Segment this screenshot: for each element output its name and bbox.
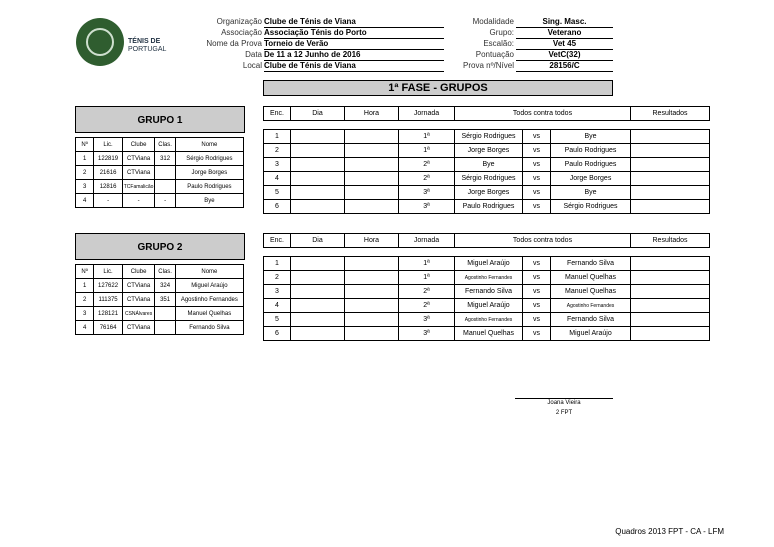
match-enc: 6 xyxy=(264,327,291,341)
match-round: 2ª xyxy=(399,299,455,313)
player-cell: Miguel Araújo xyxy=(175,279,243,293)
player-cell: 2 xyxy=(76,293,94,307)
column-header: Todos contra todos xyxy=(455,234,631,248)
match-vs: vs xyxy=(523,130,551,144)
match-player-1: Bye xyxy=(455,158,523,172)
match-enc: 5 xyxy=(264,186,291,200)
player-row xyxy=(76,152,244,166)
match-enc: 4 xyxy=(264,299,291,313)
match-vs: vs xyxy=(523,271,551,285)
group-title: GRUPO 1 xyxy=(75,106,245,133)
header-label: Associação xyxy=(221,28,262,37)
match-player-2: Bye xyxy=(551,130,631,144)
match-enc: 2 xyxy=(264,144,291,158)
match-vs: vs xyxy=(523,200,551,214)
match-round: 1ª xyxy=(399,257,455,271)
match-time xyxy=(345,130,399,144)
match-vs: vs xyxy=(523,327,551,341)
player-cell: Bye xyxy=(175,194,243,208)
player-cell: CTViana xyxy=(122,279,155,293)
player-row xyxy=(76,321,244,335)
player-cell: - xyxy=(155,194,175,208)
player-cell: 312 xyxy=(155,152,175,166)
match-player-2: Bye xyxy=(551,186,631,200)
match-day xyxy=(291,130,345,144)
match-enc: 4 xyxy=(264,172,291,186)
player-cell: Fernando Silva xyxy=(175,321,243,335)
match-result xyxy=(631,327,710,341)
match-day xyxy=(291,271,345,285)
column-header: Nº xyxy=(76,138,94,152)
match-time xyxy=(345,144,399,158)
match-row xyxy=(264,327,710,341)
match-player-1: Agostinho Fernandes xyxy=(455,313,523,327)
match-player-2: Sérgio Rodrigues xyxy=(551,200,631,214)
match-player-1: Sérgio Rodrigues xyxy=(455,172,523,186)
header-label: Data xyxy=(245,50,262,59)
player-cell: Manuel Quelhas xyxy=(175,307,243,321)
match-enc: 3 xyxy=(264,285,291,299)
match-day xyxy=(291,200,345,214)
column-header: Todos contra todos xyxy=(455,107,631,121)
column-header: Clas. xyxy=(155,265,175,279)
match-time xyxy=(345,200,399,214)
match-row xyxy=(264,257,710,271)
logo-text-line2: PORTUGAL xyxy=(128,46,167,53)
header-value: Clube de Ténis de Viana xyxy=(264,16,444,28)
header-value: Clube de Ténis de Viana xyxy=(264,60,444,72)
match-vs: vs xyxy=(523,158,551,172)
match-player-1: Agostinho Fernandes xyxy=(455,271,523,285)
match-row xyxy=(264,172,710,186)
column-header: Clas. xyxy=(155,138,175,152)
player-row xyxy=(76,194,244,208)
column-header: Nome xyxy=(175,265,243,279)
match-player-1: Manuel Quelhas xyxy=(455,327,523,341)
match-round: 3ª xyxy=(399,313,455,327)
match-day xyxy=(291,158,345,172)
player-cell: 111375 xyxy=(94,293,123,307)
player-cell: 128121 xyxy=(94,307,123,321)
match-player-2: Manuel Quelhas xyxy=(551,271,631,285)
column-header: Lic. xyxy=(94,138,123,152)
match-player-1: Jorge Borges xyxy=(455,144,523,158)
column-header: Dia xyxy=(291,234,345,248)
header-value: Sing. Masc. xyxy=(516,16,613,28)
player-cell: CTViana xyxy=(122,166,155,180)
match-day xyxy=(291,327,345,341)
signature-line xyxy=(515,398,613,399)
player-cell: Sérgio Rodrigues xyxy=(175,152,243,166)
header-label: Grupo: xyxy=(489,28,514,37)
match-round: 3ª xyxy=(399,327,455,341)
player-cell: CTViana xyxy=(122,293,155,307)
match-player-2: Manuel Quelhas xyxy=(551,285,631,299)
match-vs: vs xyxy=(523,257,551,271)
player-cell: 324 xyxy=(155,279,175,293)
match-round: 1ª xyxy=(399,271,455,285)
header-label: Organização xyxy=(216,17,262,26)
match-row xyxy=(264,130,710,144)
match-round: 2ª xyxy=(399,285,455,299)
player-cell: 4 xyxy=(76,321,94,335)
player-cell: 4 xyxy=(76,194,94,208)
header-label: Nome da Prova xyxy=(206,39,262,48)
signature-name: Joana Vieira xyxy=(547,400,581,406)
tennis-ball-icon xyxy=(76,18,124,66)
match-player-1: Paulo Rodrigues xyxy=(455,200,523,214)
signature-role: 2 FPT xyxy=(555,410,573,416)
match-result xyxy=(631,271,710,285)
match-enc: 3 xyxy=(264,158,291,172)
column-header: Resultados xyxy=(631,234,710,248)
match-result xyxy=(631,313,710,327)
player-row xyxy=(76,307,244,321)
match-time xyxy=(345,313,399,327)
match-player-1: Jorge Borges xyxy=(455,186,523,200)
matches-header-row xyxy=(264,234,710,248)
column-header: Enc. xyxy=(264,107,291,121)
players-header-row xyxy=(76,138,244,152)
player-cell: 76164 xyxy=(94,321,123,335)
match-day xyxy=(291,186,345,200)
player-cell: 122819 xyxy=(94,152,123,166)
player-cell: 3 xyxy=(76,180,94,194)
match-player-2: Miguel Araújo xyxy=(551,327,631,341)
match-result xyxy=(631,200,710,214)
player-cell: Paulo Rodrigues xyxy=(175,180,243,194)
player-cell xyxy=(155,321,175,335)
match-result xyxy=(631,172,710,186)
match-vs: vs xyxy=(523,144,551,158)
player-cell: 351 xyxy=(155,293,175,307)
player-cell: 3 xyxy=(76,307,94,321)
match-player-2: Fernando Silva xyxy=(551,313,631,327)
match-round: 3ª xyxy=(399,200,455,214)
players-table xyxy=(75,133,244,208)
match-time xyxy=(345,158,399,172)
match-player-2: Agostinho Fernandes xyxy=(551,299,631,313)
match-row xyxy=(264,158,710,172)
match-row xyxy=(264,271,710,285)
match-result xyxy=(631,257,710,271)
match-result xyxy=(631,158,710,172)
player-row xyxy=(76,293,244,307)
column-header: Hora xyxy=(345,234,399,248)
matches-table xyxy=(263,106,710,214)
match-result xyxy=(631,186,710,200)
player-cell: CSNÁlvares xyxy=(122,307,155,321)
match-time xyxy=(345,327,399,341)
match-player-2: Fernando Silva xyxy=(551,257,631,271)
match-result xyxy=(631,144,710,158)
header-label: Modalidade xyxy=(472,17,514,26)
match-day xyxy=(291,172,345,186)
matches-table xyxy=(263,233,710,341)
match-result xyxy=(631,299,710,313)
match-vs: vs xyxy=(523,186,551,200)
header-label: Local xyxy=(242,61,262,70)
match-enc: 2 xyxy=(264,271,291,285)
column-header: Jornada xyxy=(399,234,455,248)
header-value: Torneio de Verão xyxy=(264,38,444,50)
match-player-1: Miguel Araújo xyxy=(455,257,523,271)
column-header: Dia xyxy=(291,107,345,121)
match-vs: vs xyxy=(523,172,551,186)
group-title: GRUPO 2 xyxy=(75,233,245,260)
player-cell: 127622 xyxy=(94,279,123,293)
match-time xyxy=(345,271,399,285)
match-player-2: Paulo Rodrigues xyxy=(551,144,631,158)
match-row xyxy=(264,186,710,200)
player-cell: - xyxy=(94,194,123,208)
logo-text-line1: TÉNIS DE xyxy=(128,38,161,45)
match-vs: vs xyxy=(523,299,551,313)
header-value: Vet 45 xyxy=(516,38,613,50)
header-value: Veterano xyxy=(516,27,613,39)
player-cell: - xyxy=(122,194,155,208)
match-time xyxy=(345,257,399,271)
match-player-1: Sérgio Rodrigues xyxy=(455,130,523,144)
column-header: Resultados xyxy=(631,107,710,121)
player-cell: 1 xyxy=(76,152,94,166)
player-cell: Jorge Borges xyxy=(175,166,243,180)
player-cell: Agostinho Fernandes xyxy=(175,293,243,307)
match-enc: 1 xyxy=(264,257,291,271)
phase-banner: 1ª FASE - GRUPOS xyxy=(263,80,613,96)
column-header: Clube xyxy=(122,138,155,152)
match-enc: 1 xyxy=(264,130,291,144)
match-result xyxy=(631,285,710,299)
match-day xyxy=(291,313,345,327)
match-player-1: Fernando Silva xyxy=(455,285,523,299)
player-cell: 12816 xyxy=(94,180,123,194)
match-round: 2ª xyxy=(399,158,455,172)
column-header: Clube xyxy=(122,265,155,279)
column-header: Nome xyxy=(175,138,243,152)
match-round: 2ª xyxy=(399,172,455,186)
player-cell xyxy=(155,180,175,194)
match-row xyxy=(264,299,710,313)
match-day xyxy=(291,257,345,271)
column-header: Hora xyxy=(345,107,399,121)
column-header: Lic. xyxy=(94,265,123,279)
header-value: VetC(32) xyxy=(516,49,613,61)
player-cell xyxy=(155,166,175,180)
column-header: Nº xyxy=(76,265,94,279)
player-row xyxy=(76,180,244,194)
player-cell: TCFamalicão xyxy=(122,180,155,194)
match-player-1: Miguel Araújo xyxy=(455,299,523,313)
match-day xyxy=(291,285,345,299)
header-label: Pontuação xyxy=(475,50,514,59)
header-label: Escalão: xyxy=(483,39,514,48)
match-round: 3ª xyxy=(399,186,455,200)
matches-header-row xyxy=(264,107,710,121)
match-time xyxy=(345,285,399,299)
player-row xyxy=(76,166,244,180)
match-row xyxy=(264,200,710,214)
match-row xyxy=(264,285,710,299)
column-header: Jornada xyxy=(399,107,455,121)
header-label: Prova nº/Nível xyxy=(463,61,514,70)
player-cell: CTViana xyxy=(122,152,155,166)
match-time xyxy=(345,172,399,186)
match-time xyxy=(345,299,399,313)
player-cell xyxy=(155,307,175,321)
player-cell: 2 xyxy=(76,166,94,180)
match-vs: vs xyxy=(523,285,551,299)
player-cell: 21616 xyxy=(94,166,123,180)
match-player-2: Jorge Borges xyxy=(551,172,631,186)
player-row xyxy=(76,279,244,293)
match-day xyxy=(291,299,345,313)
match-result xyxy=(631,130,710,144)
match-row xyxy=(264,144,710,158)
match-time xyxy=(345,186,399,200)
match-enc: 5 xyxy=(264,313,291,327)
player-cell: 1 xyxy=(76,279,94,293)
header-value: Associação Ténis do Porto xyxy=(264,27,444,39)
match-round: 1ª xyxy=(399,130,455,144)
match-player-2: Paulo Rodrigues xyxy=(551,158,631,172)
players-table xyxy=(75,260,244,335)
players-header-row xyxy=(76,265,244,279)
player-cell: CTViana xyxy=(122,321,155,335)
match-day xyxy=(291,144,345,158)
match-vs: vs xyxy=(523,313,551,327)
header-value: 28156/C xyxy=(516,60,613,72)
footer-credit: Quadros 2013 FPT - CA - LFM xyxy=(615,527,724,536)
match-enc: 6 xyxy=(264,200,291,214)
column-header: Enc. xyxy=(264,234,291,248)
match-round: 1ª xyxy=(399,144,455,158)
header-value: De 11 a 12 Junho de 2016 xyxy=(264,49,444,61)
match-row xyxy=(264,313,710,327)
